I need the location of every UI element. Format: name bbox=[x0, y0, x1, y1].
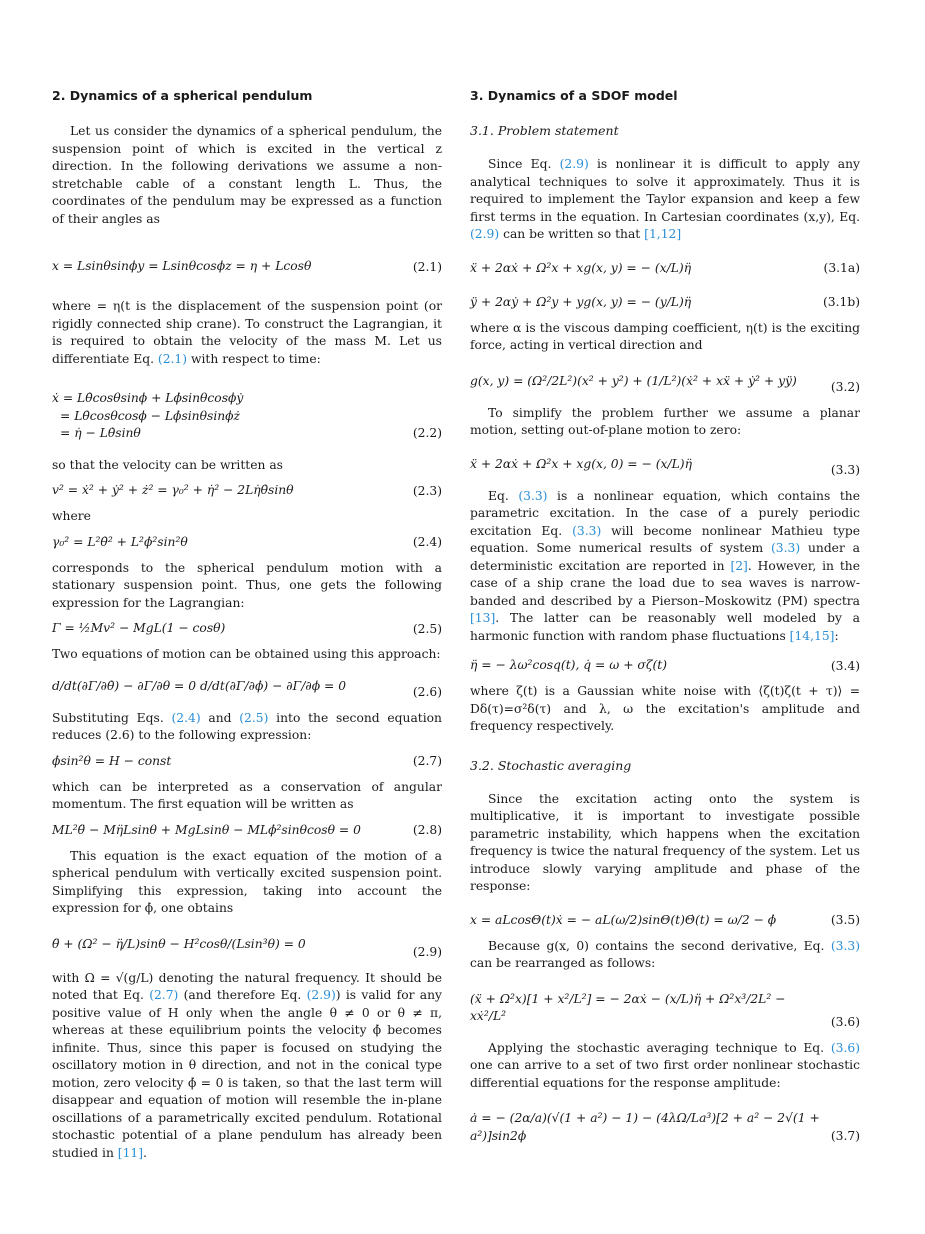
equation-link[interactable]: (2.9) bbox=[559, 157, 589, 171]
subsection-heading-3-1: 3.1. Problem statement bbox=[470, 123, 619, 138]
paragraph: Applying the stochastic averaging technique to Eq. (3.6) one can arrive to a set of two first order nonlinear stochastic differential equations for the response amplitude: bbox=[470, 1040, 860, 1090]
equation-2-1: x = Lsinθsinϕy = Lsinθcosϕz = η + Lcosθ (2.1) bbox=[52, 258, 442, 276]
equation-2-4: γ₀² = L²θ̇² + L²ϕ̇²sin²θ (2.4) bbox=[52, 534, 442, 552]
equation-number: (3.6) bbox=[830, 1015, 860, 1029]
equation-number: (2.6) bbox=[412, 685, 442, 699]
paragraph: This equation is the exact equation of the motion of a spherical pendulum with vertically excited suspension point. Simplifying this expression, taking into account the expression for ϕ̇, one obtains bbox=[52, 848, 442, 915]
paragraph: so that the velocity can be written as bbox=[52, 457, 283, 472]
equation-3-5: x = aLcosΘ(t)ẋ = − aL(ω/2)sinΘ(t)Θ̇(t) = ω/2 − ϕ̇ (3.5) bbox=[470, 904, 860, 930]
subsection-heading-3-2: 3.2. Stochastic averaging bbox=[470, 757, 632, 773]
equation-link[interactable]: (3.3) bbox=[572, 523, 602, 538]
equation-2-2: ẋ = Lθ̇cosθsinϕ + Lϕ̇sinθcosϕẏ = Lθ̇cosθcosϕ − Lϕ̇sinθsinϕż = η̇ − Lθ̇sinθ (2.2) bbox=[52, 390, 442, 443]
equation-link[interactable]: (3.6) bbox=[830, 1040, 860, 1055]
equation-number: (2.2) bbox=[412, 426, 442, 440]
equation-number: (2.4) bbox=[412, 535, 442, 549]
equation-link[interactable]: (3.3) bbox=[830, 938, 860, 953]
paragraph: Substituting Eqs. (2.4) and (2.5) into the second equation reduces (2.6) to the following expression: bbox=[52, 710, 442, 742]
equation-3-1a: ẍ + 2αẋ + Ω²x + xg(x, y) = − (x/L)η̈ (3.1a) bbox=[470, 252, 860, 278]
equation-3-7: ȧ = − (2α/a)(√(1 + a²) − 1) − (4λΩ/La³)[2 + a² − 2√(1 + a²)]sin2ϕ (3.7) bbox=[470, 1100, 860, 1145]
equation-number: (2.8) bbox=[412, 823, 442, 837]
section-heading-2: 2. Dynamics of a spherical pendulum bbox=[52, 88, 313, 103]
equation-number: (2.7) bbox=[412, 754, 442, 768]
paragraph: where bbox=[52, 509, 91, 523]
citation-link[interactable]: [14,15] bbox=[789, 628, 835, 643]
equation-number: (3.1b) bbox=[822, 295, 860, 309]
equation-2-3: v² = ẋ² + ẏ² + ż² = γ₀² + η̇² − 2Lη̇θ̇sinθ (2.3) bbox=[52, 482, 442, 500]
equation-3-4: η̈ = − λω²cosq(t), q̇ = ω + σζ(t) (3.4) bbox=[470, 653, 860, 675]
equation-3-2: g(x, y) = (Ω²/2L²)(x² + y²) + (1/L²)(ẋ² + xẍ + ẏ² + yÿ) (3.2) bbox=[470, 363, 860, 397]
equation-link[interactable]: (2.4) bbox=[171, 710, 201, 725]
citation-link[interactable]: [2] bbox=[730, 558, 748, 573]
equation-3-3: ẍ + 2αẋ + Ω²x + xg(x, 0) = − (x/L)η̈ (3.3) bbox=[470, 448, 860, 480]
equation-number: (3.1a) bbox=[823, 261, 860, 275]
paragraph: where ζ(t) is a Gaussian white noise with ⟨ζ(t)ζ(t + τ)⟩ = Dδ(τ)=σ²δ(τ) and λ, ω the excitation's amplitude and frequency respectively. bbox=[470, 684, 860, 733]
citation-link[interactable]: [1,12] bbox=[644, 227, 682, 241]
left-column bbox=[52, 88, 442, 1170]
equation-number: (3.4) bbox=[830, 658, 860, 673]
equation-link[interactable]: (2.7) bbox=[149, 988, 179, 1002]
equation-number: (3.3) bbox=[830, 463, 860, 477]
equation-link[interactable]: (2.5) bbox=[239, 710, 269, 725]
equation-link[interactable]: (2.9) bbox=[470, 227, 500, 241]
equation-link[interactable]: (3.3) bbox=[518, 488, 548, 503]
paragraph: To simplify the problem further we assume a planar motion, setting out-of-plane motion to zero: bbox=[470, 405, 860, 437]
paragraph: with Ω = √(g/L) denoting the natural frequency. It should be noted that Eq. (2.7) (and therefore Eq. (2.9)) is valid for any positive value of H only when the angle θ ≠ 0 or θ ≠ π, whereas at these equilibrium points the velocity ϕ̇ becomes infinite. Thus, since this paper is focused on studying the oscillatory motion in θ direction, and not in the conical type motion, zero velocity ϕ̇ = 0 is taken, so that the last term will disappear and equation of motion will resemble the in-plane oscillations of a parametrically excited pendulum. Rotational stochastic potential of a plane pendulum has already been studied in [11]. bbox=[52, 970, 443, 1160]
equation-link[interactable]: (2.9) bbox=[306, 988, 336, 1002]
equation-3-6: (ẍ + Ω²x)[1 + x²/L²] = − 2αẋ − (x/L)η̈ + Ω²x³/2L² − xẋ²/L² (3.6) bbox=[470, 981, 860, 1032]
paragraph: where α is the viscous damping coefficient, η(t) is the exciting force, acting in vertical direction and bbox=[470, 320, 860, 352]
equation-number: (3.5) bbox=[830, 913, 860, 927]
paragraph: Let us consider the dynamics of a spherical pendulum, the suspension point of which is excited in the vertical z direction. In the following derivations we assume a non-stretchable cable of a constant length L. Thus, the coordinates of the pendulum may be expressed as a function of their angles as bbox=[52, 124, 442, 226]
equation-number: (2.9) bbox=[412, 945, 442, 959]
section-heading-3: 3. Dynamics of a SDOF model bbox=[470, 88, 678, 103]
equation-number: (2.3) bbox=[412, 483, 442, 498]
citation-link[interactable]: [13] bbox=[470, 611, 496, 625]
paragraph: Since the excitation acting onto the system is multiplicative, it is important to investigate possible parametric instability, which happens when the excitation frequency is twice the natural frequency of the system. Let us introduce slowly varying amplitude and phase of the response: bbox=[470, 791, 860, 893]
paragraph: corresponds to the spherical pendulum motion with a stationary suspension point. Thus, one gets the following expression for the Lagrangian: bbox=[52, 560, 442, 610]
equation-link[interactable]: (3.3) bbox=[770, 541, 801, 555]
equation-link[interactable]: (2.1) bbox=[157, 351, 188, 366]
equation-2-5: Γ = ½Mv² − MgL(1 − cosθ) (2.5) bbox=[52, 620, 442, 638]
paragraph: Two equations of motion can be obtained using this approach: bbox=[52, 647, 441, 661]
equation-number: (2.5) bbox=[412, 621, 442, 636]
equation-number: (2.1) bbox=[412, 259, 442, 274]
paragraph: Because g(x, 0) contains the second derivative, Eq. (3.3) can be rearranged as follows: bbox=[470, 938, 860, 970]
equation-2-7: ϕ̇sin²θ = H − const (2.7) bbox=[52, 753, 442, 771]
paragraph: where = η(t is the displacement of the suspension point (or rigidly connected ship crane). To construct the Lagrangian, it is required to obtain the velocity of the mass M. Let us differentiate Eq. (2.1) with respect to time: bbox=[52, 299, 442, 366]
paragraph: which can be interpreted as a conservation of angular momentum. The first equation will be written as bbox=[52, 779, 442, 811]
equation-number: (3.7) bbox=[830, 1128, 860, 1143]
paragraph: Eq. (3.3) is a nonlinear equation, which contains the parametric excitation. In the case of a purely periodic excitation Eq. (3.3) will become nonlinear Mathieu type equation. Some numerical results of system (3.3) under a deterministic excitation are reported in [2]. However, in the case of a ship crane the load due to sea waves is narrow-banded and described by a Pierson–Moskowitz (PM) spectra [13]. The latter can be reasonably well modeled by a harmonic function with random phase fluctuations [14,15]: bbox=[470, 488, 861, 643]
equation-3-1b: ÿ + 2αẏ + Ω²y + yg(x, y) = − (y/L)η̈ (3.1b) bbox=[470, 286, 860, 312]
paragraph: Since Eq. (2.9) is nonlinear it is difficult to apply any analytical techniques to solve it approximately. Thus it is required to implement the Taylor expansion and keep a few first terms in the equation. In Cartesian coordinates (x,y), Eq. (2.9) can be written so that [1,12] bbox=[470, 157, 860, 241]
right-column bbox=[470, 88, 860, 1153]
equation-number: (3.2) bbox=[830, 380, 860, 394]
equation-2-6: d/dt(∂Γ/∂θ̇) − ∂Γ/∂θ = 0 d/dt(∂Γ/∂ϕ̇) − ∂Γ/∂ϕ = 0 (2.6) bbox=[52, 672, 442, 702]
equation-2-8: ML²θ̈ − Mη̈Lsinθ + MgLsinθ − MLϕ̇²sinθcosθ = 0 (2.8) bbox=[52, 822, 442, 840]
citation-link[interactable]: [11] bbox=[117, 1145, 144, 1160]
equation-2-9: θ̈ + (Ω² − η̈/L)sinθ − H²cosθ/(Lsin³θ) = 0 (2.9) bbox=[52, 926, 442, 962]
